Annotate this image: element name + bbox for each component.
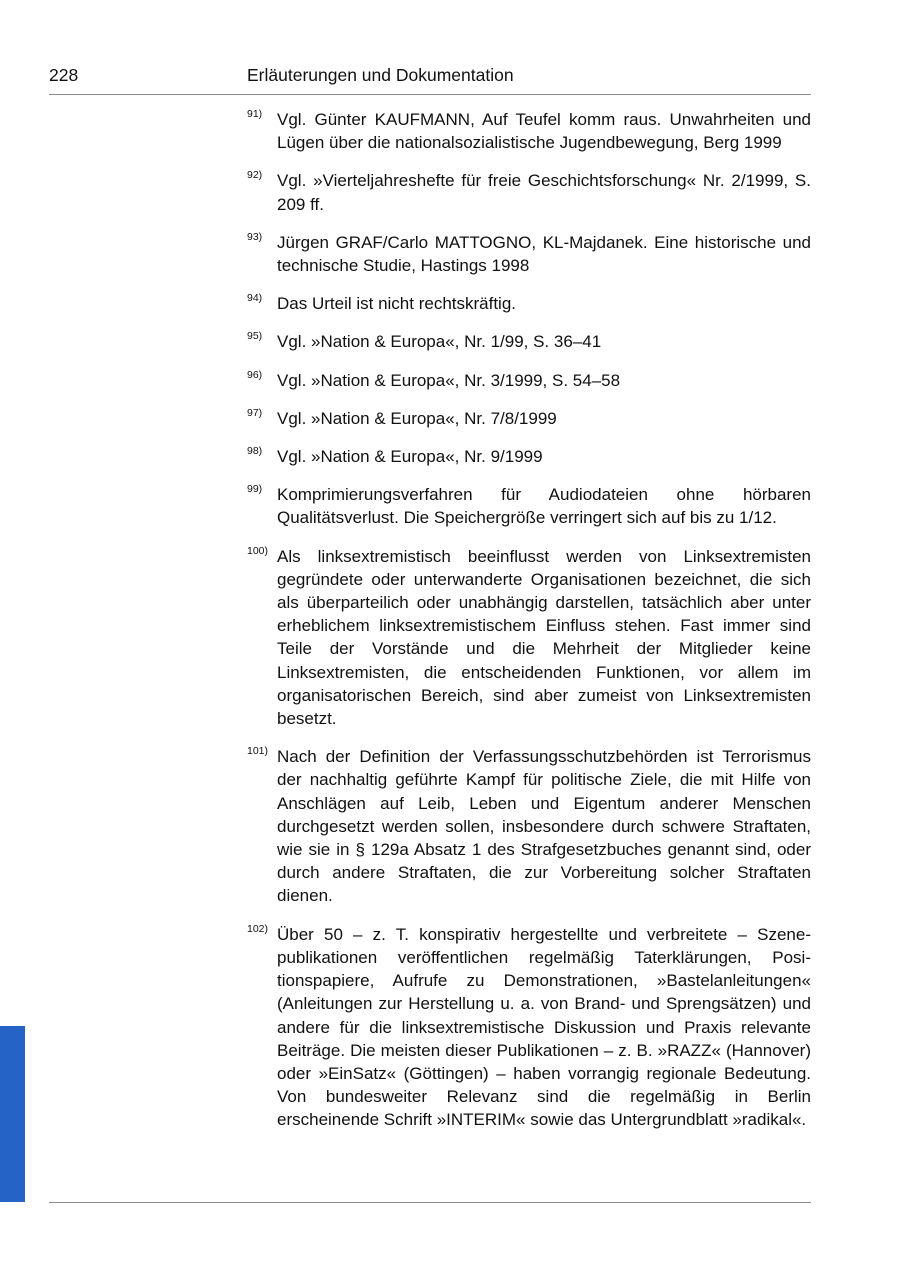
footnote-number: 102) xyxy=(247,922,269,935)
footnote-item xyxy=(247,407,811,430)
footnote-text: Vgl. Günter KAUFMANN, Auf Teufel komm raus. Unwahrheiten und Lügen über die nationalsozialistische Jugendbewegung, Berg 1999 xyxy=(277,110,811,153)
footnote-number: 91) xyxy=(247,108,263,120)
footnote-number: 97) xyxy=(247,406,263,419)
footnote-text: Vgl. »Nation & Europa«, Nr. 1/99, S. 36–41 xyxy=(277,332,602,352)
footnote-item xyxy=(247,169,811,215)
footnote-number: 96) xyxy=(247,368,263,381)
footnote-text: Vgl. »Nation & Europa«, Nr. 7/8/1999 xyxy=(277,408,557,428)
running-title: Erläuterungen und Dokumentation xyxy=(247,65,514,85)
footnote-text: Als linksextremistisch beeinflusst werden von Linksextremisten gegründete oder unterwanderte Organisationen bezeichnet, die sich als überparteilich oder unabhängig darstellen, tatsächlich aber unter erheblichem linksextremistischem Einfluss stehen. Fast immer sind Teile der Vorstände und die Mehrheit der Mitglieder keine Linksextremisten, die entscheidenden Funktionen, vor allem im organisatorischen Bereich, sind aber zumeist von Linksextremisten besetzt. xyxy=(277,546,811,729)
footnote-item xyxy=(247,292,811,315)
page-number: 228 xyxy=(49,65,79,85)
page-header xyxy=(49,64,811,95)
footnote-text: Vgl. »Vierteljahreshefte für freie Geschichtsforschung« Nr. 2/1999, S. 209 ff. xyxy=(277,171,811,214)
chapter-side-tab xyxy=(0,1026,25,1202)
footnote-item xyxy=(247,330,811,353)
footnote-text: Über 50 – z. T. konspirativ hergestellte und verbreitete – Szenepublikationen veröffentlichen regelmäßig Taterklärungen, Positionspapiere, Aufrufe zu Demonstrationen, »Bastelanleitungen« (Anleitungen zur Herstellung u. a. von Brand- und Sprengsätzen) und andere für die linksextremistische Diskussion und Praxis relevante Beiträge. Die meisten dieser Publikationen – z. B. »RAZZ« (Hannover) oder »EinSatz« (Göttingen) – haben vorrangig regionale Bedeutung. Von bundesweiter Relevanz sind die regelmäßig in Berlin erscheinende Schrift »INTERIM« sowie das Untergrundblatt »radikal«. xyxy=(277,924,811,1130)
footnote-number: 101) xyxy=(247,745,269,758)
footnote-text: Das Urteil ist nicht rechtskräftig. xyxy=(277,294,517,314)
footnote-number: 99) xyxy=(247,483,263,496)
footnote-number: 92) xyxy=(247,169,263,182)
footnote-item xyxy=(247,445,811,468)
footnote-text: Vgl. »Nation & Europa«, Nr. 3/1999, S. 54–58 xyxy=(277,370,621,390)
footnote-number: 95) xyxy=(247,330,263,343)
footnote-text: Vgl. »Nation & Europa«, Nr. 9/1999 xyxy=(277,447,543,467)
footnote-text: Komprimierungsverfahren für Audiodateien ohne hörbaren Qualitätsverlust. Die Speichergröße verringert sich auf bis zu 1/12. xyxy=(277,485,811,528)
footnote-number: 98) xyxy=(247,445,263,458)
footnote-item xyxy=(247,369,811,392)
footnote-item xyxy=(247,545,811,731)
footnote-item xyxy=(247,231,811,277)
footnote-item xyxy=(247,745,811,907)
footnote-item xyxy=(247,483,811,529)
footnote-text: Nach der Definition der Verfassungsschutzbehörden ist Terrorismus der nachhaltig geführte Kampf für politische Ziele, die mit Hilfe von Anschlägen auf Leib, Leben und Eigentum anderer Menschen durchgesetzt werden sollen, insbesondere durch schwere Straftaten, wie sie in § 129a Absatz 1 des Strafgesetzbuches genannt sind, oder durch andere Straftaten, die zur Vorbereitung solcher Straftaten dienen. xyxy=(277,747,811,906)
footnote-number: 100) xyxy=(247,544,269,557)
footnote-item xyxy=(247,108,811,154)
footnote-text: Jürgen GRAF/Carlo MATTOGNO, KL-Majdanek. Eine historische und technische Studie, Hastings 1998 xyxy=(277,232,811,276)
footnote-number: 93) xyxy=(247,230,263,243)
footnote-number: 94) xyxy=(247,292,263,305)
footnotes-list xyxy=(247,108,811,1147)
footnote-item xyxy=(247,923,811,1132)
footer-divider xyxy=(49,1202,811,1203)
